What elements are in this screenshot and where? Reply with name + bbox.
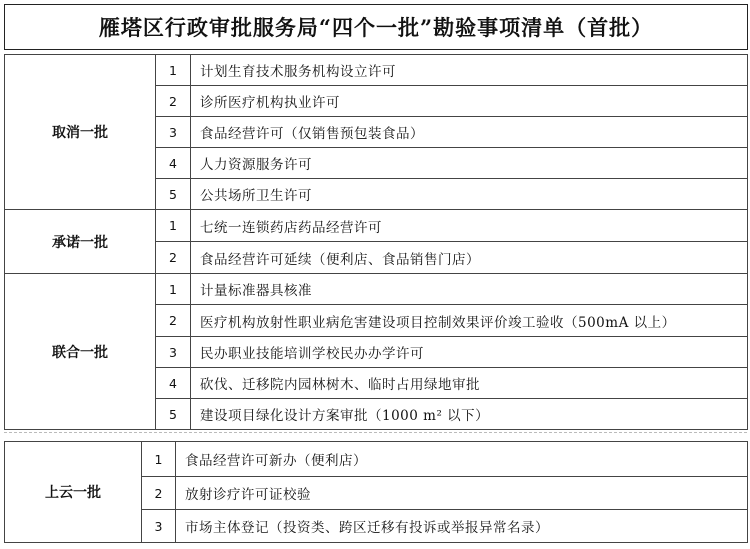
table-row [5, 210, 748, 242]
item-text: 公共场所卫生许可 [191, 179, 748, 210]
page-break-divider [4, 432, 747, 433]
category-cell: 承诺一批 [5, 210, 156, 274]
category-cell: 联合一批 [5, 274, 156, 430]
item-text: 计划生育技术服务机构设立许可 [191, 55, 748, 86]
item-number: 2 [156, 305, 191, 337]
item-number: 5 [156, 399, 191, 430]
item-text: 七统一连锁药店药品经营许可 [191, 210, 748, 242]
item-number: 1 [142, 442, 176, 477]
item-number: 3 [156, 117, 191, 148]
item-number: 1 [156, 210, 191, 242]
item-text: 市场主体登记（投资类、跨区迁移有投诉或举报异常名录） [176, 510, 748, 543]
item-text: 放射诊疗许可证校验 [176, 477, 748, 510]
item-number: 3 [142, 510, 176, 543]
item-text: 砍伐、迁移院内园林树木、临时占用绿地审批 [191, 368, 748, 399]
item-text: 医疗机构放射性职业病危害建设项目控制效果评价竣工验收（500mA 以上） [191, 305, 748, 337]
item-number: 1 [156, 274, 191, 305]
table-row [5, 442, 748, 477]
item-text: 建设项目绿化设计方案审批（1000 m² 以下） [191, 399, 748, 430]
item-text: 食品经营许可延续（便利店、食品销售门店） [191, 242, 748, 274]
item-number: 5 [156, 179, 191, 210]
item-text: 计量标准器具核准 [191, 274, 748, 305]
item-number: 2 [156, 86, 191, 117]
item-number: 2 [142, 477, 176, 510]
item-text: 人力资源服务许可 [191, 148, 748, 179]
category-cell: 上云一批 [5, 442, 142, 543]
category-cell: 取消一批 [5, 55, 156, 210]
item-number: 2 [156, 242, 191, 274]
item-number: 1 [156, 55, 191, 86]
table-row [5, 274, 748, 305]
table-row [5, 55, 748, 86]
item-number: 3 [156, 337, 191, 368]
item-text: 食品经营许可（仅销售预包装食品） [191, 117, 748, 148]
items-table-continued [4, 441, 748, 543]
item-text: 民办职业技能培训学校民办办学许可 [191, 337, 748, 368]
item-text: 食品经营许可新办（便利店） [176, 442, 748, 477]
document-title: 雁塔区行政审批服务局“四个一批”勘验事项清单（首批） [4, 4, 748, 50]
item-number: 4 [156, 368, 191, 399]
item-text: 诊所医疗机构执业许可 [191, 86, 748, 117]
item-number: 4 [156, 148, 191, 179]
items-table-main [4, 54, 748, 430]
